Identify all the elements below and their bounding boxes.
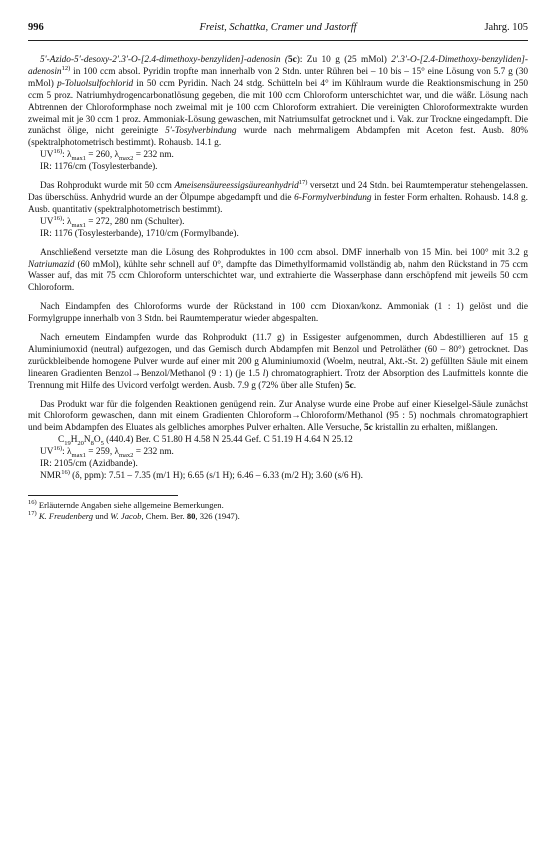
text: kristallin zu erhalten, mißlangen. — [372, 423, 498, 434]
elemental-analysis — [28, 435, 528, 447]
subscript: 8 — [90, 440, 94, 448]
paragraph-formylation — [28, 178, 528, 217]
subscript: max2 — [118, 452, 134, 460]
text: (δ, ppm): 7.51 – 7.35 (m/1 H); 6.65 (s/1 H); 6.46 – 6.33 (m/2 H); 3.60 (s/6 H). — [69, 471, 363, 481]
header-rule — [28, 40, 528, 41]
text: NMR — [40, 471, 62, 481]
footnote-ref: 16) — [53, 445, 63, 453]
uv-line-2 — [28, 214, 528, 229]
page — [28, 22, 528, 522]
text: = 272, 280 nm (Schulter). — [85, 216, 185, 227]
text: in 100 ccm absol. Pyridin tropfte man innerhalb von 2 Stdn. unter Rühren bei – 10 bis – 15° eine Lösung von 5.7 g (30 mMol) — [28, 66, 528, 89]
page-number: 996 — [28, 22, 44, 33]
footnote-ref: 16) — [53, 148, 63, 156]
ir-line-1: IR: 1176/cm (Tosylesterbande). — [40, 162, 158, 173]
footnote-ref: 16) — [53, 214, 63, 222]
reagent-name: Ameisensäureessigsäureanhydrid — [174, 181, 299, 192]
author-name: K. Freudenberg — [36, 510, 94, 521]
paragraph-deformylation: Nach Eindampfen des Chloroforms wurde der Rückstand in 100 ccm Dioxan/konz. Ammoniak (1 : 1) gelöst und die Formylgruppe innerhalb von 3 Stdn. bei Raumtemperatur wieder abgespalten. — [28, 302, 528, 325]
subscript: max1 — [71, 221, 86, 229]
text: in fester Form erhalten. Rohausb. 14.8 g. Ausb. quantitativ (spektralphotometrisch bestimmt). — [28, 192, 528, 215]
journal-year: Jahrg. 105 — [484, 22, 528, 33]
text: : λ — [62, 150, 72, 161]
compound-name: 5′-Tosylverbindung — [165, 126, 237, 137]
text: Nach erneutem Eindampfen wurde das Rohprodukt (11.7 g) in Essigester aufgenommen, durch Abdestillieren auf 15 g Aluminiumoxid (neutral) aufgezogen, und das Gemisch durch Abdampfen mit Benzol und Petroläther (60 – 80°) getrocknet. Das zurückbleibende homogene Pulver wurde auf einer mit 200 g Aluminiumoxid (Woelm, neutral, Akt.-St. 2) gefüllten Säule mit einem linearen Gradienten Benzol→Benzol/Methanol (9 : 1) (je 1.5 — [28, 333, 528, 379]
text: = 259, λ — [85, 447, 119, 458]
text: UV — [40, 150, 54, 161]
volume: 80 — [186, 510, 196, 521]
text: Erläuternde Angaben siehe allgemeine Bemerkungen. — [36, 499, 224, 510]
footnote-number: 17) — [28, 510, 37, 518]
subscript: 5 — [100, 440, 104, 448]
text: UV — [40, 447, 54, 458]
uv-line-1 — [28, 150, 528, 162]
footnote-rule — [28, 495, 178, 496]
unit: l — [262, 368, 266, 379]
paragraph-tosylation — [28, 55, 528, 150]
text: O — [93, 435, 101, 446]
text: wurde nach mehrmaligem Abdampfen mit Aceton fest. Ausb. 80% (spektralphotometrisch bestimmt). Rohausb. 14.1 g. — [28, 126, 529, 149]
footnote-17 — [28, 511, 528, 522]
reagent-name: Natriumazid — [28, 259, 75, 270]
text: = 232 nm. — [133, 150, 174, 161]
subscript: max1 — [71, 155, 86, 163]
compound-number: 5c — [287, 55, 297, 65]
footnote-ref: 12) — [61, 64, 71, 72]
text: : λ — [62, 216, 72, 227]
compound-name: 6-Formylverbindung — [294, 192, 372, 203]
text: = 260, λ — [85, 150, 119, 161]
compound-number: 5c — [363, 423, 373, 434]
text: = 232 nm. — [133, 447, 174, 458]
subscript: 19 — [64, 440, 71, 448]
text: ): Zu 10 g (25 mMol) — [296, 55, 392, 65]
paragraph-azide — [28, 248, 528, 296]
reagent-name: p-Toluolsulfochlorid — [57, 78, 134, 89]
text: ) chromatographiert. Trotz der Absorption des Laufmittels konnte die Trennung mit Hilfe des Uvicord verfolgt werden. Ausb. 7.9 g (72% über alle Stufen) — [28, 368, 528, 391]
reagent-name: 2′.3′-O-[2.4-Dimethoxy-benzyliden]-adenosin — [28, 55, 528, 77]
text: Anschließend versetzte man die Lösung des Rohproduktes in 100 ccm absol. DMF innerhalb von 15 Min. bei 100° mit 3.2 g — [40, 247, 528, 258]
text: (60 mMol), kühlte sehr schnell auf 0°, dampfte das Dimethylformamid vollständig ab, nahm den Rückstand in 75 ccm Wasser auf, das mit 75 ccm Chloroform unterschichtet war, und extrahierte die Wasserphase dann erschöpfend mit jeweils 50 ccm Chloroform. — [28, 259, 528, 294]
compound-title: 5′-Azido-5′-desoxy-2′.3′-O-[2.4-dimethoxy-benzyliden]-adenosin ( — [40, 55, 288, 65]
text: Das Produkt war für die folgenden Reaktionen genügend rein. Zur Analyse wurde eine Probe auf einer Kieselgel-Säule zunächst mit Chloroform gewaschen, dann mit einem Gradienten Chloroform→Chloroform/Methanol (95 : 5) nochmals chromatographiert und beim Abdampfen des Eluates als gelbliches amorphes Pulver erhalten. Alle Versuche, — [28, 399, 528, 434]
subscript: max2 — [118, 155, 134, 163]
footnote-16 — [28, 500, 528, 511]
text: . — [353, 380, 357, 391]
uv-line-3 — [28, 447, 528, 459]
text: H — [70, 435, 78, 446]
text: (440.4) Ber. C 51.80 H 4.58 N 25.44 Gef. C 51.19 H 4.64 N 25.12 — [103, 435, 353, 446]
compound-number: 5c — [344, 380, 354, 391]
text: N — [83, 435, 91, 446]
text: : λ — [62, 447, 72, 458]
ir-line-2: IR: 1176 (Tosylesterbande), 1710/cm (Formylbande). — [40, 228, 239, 239]
running-header — [28, 22, 528, 38]
text: Das Rohprodukt wurde mit 50 ccm — [40, 181, 175, 192]
text: UV — [40, 216, 54, 227]
footnote-ref: 17) — [298, 178, 308, 186]
nmr-line — [28, 468, 528, 483]
text: in 50 ccm Pyridin. Nach 24 stdg. Schütteln bei 4° im Kühlraum wurde die Reaktionsmischung in 250 ccm 5 proz. Natriumhydrogencarbonatlösung gegeben, die mit 100 ccm Chloroform unterschichtet war, und die wäßr. Lösung nach Abtrennen der Chloroformphase noch zweimal mit je 100 ccm Chloroform extrahiert. Die vereinigten Chloroformextrakte wurden zweimal mit je 30 ccm 1 proz. Ammoniak-Lösung gewaschen, mit Natriumsulfat getrocknet und i. Vak. zur Trockne eingedampft. Die zunächst ölige, nicht gereinigte — [28, 78, 528, 137]
text: versetzt und 24 Stdn. bei Raumtemperatur stehengelassen. Das überschüss. Anhydrid wurde an der Ölpumpe abgedampft und die — [28, 181, 528, 203]
paragraph-chromatography — [28, 333, 528, 393]
text: und — [93, 510, 111, 521]
text: , 326 (1947). — [195, 510, 240, 521]
subscript: max1 — [71, 452, 86, 460]
ir-line-3: IR: 2105/cm (Azidbande). — [40, 459, 138, 470]
footnote-ref: 16) — [61, 468, 70, 476]
author-name: W. Jacob — [110, 510, 142, 521]
footnote-number: 16) — [28, 499, 37, 507]
text: C — [58, 435, 65, 446]
running-authors: Freist, Schattka, Cramer und Jastorff — [199, 22, 357, 33]
paragraph-analysis — [28, 400, 528, 436]
subscript: 20 — [77, 440, 84, 448]
text: , Chem. Ber. — [141, 510, 187, 521]
